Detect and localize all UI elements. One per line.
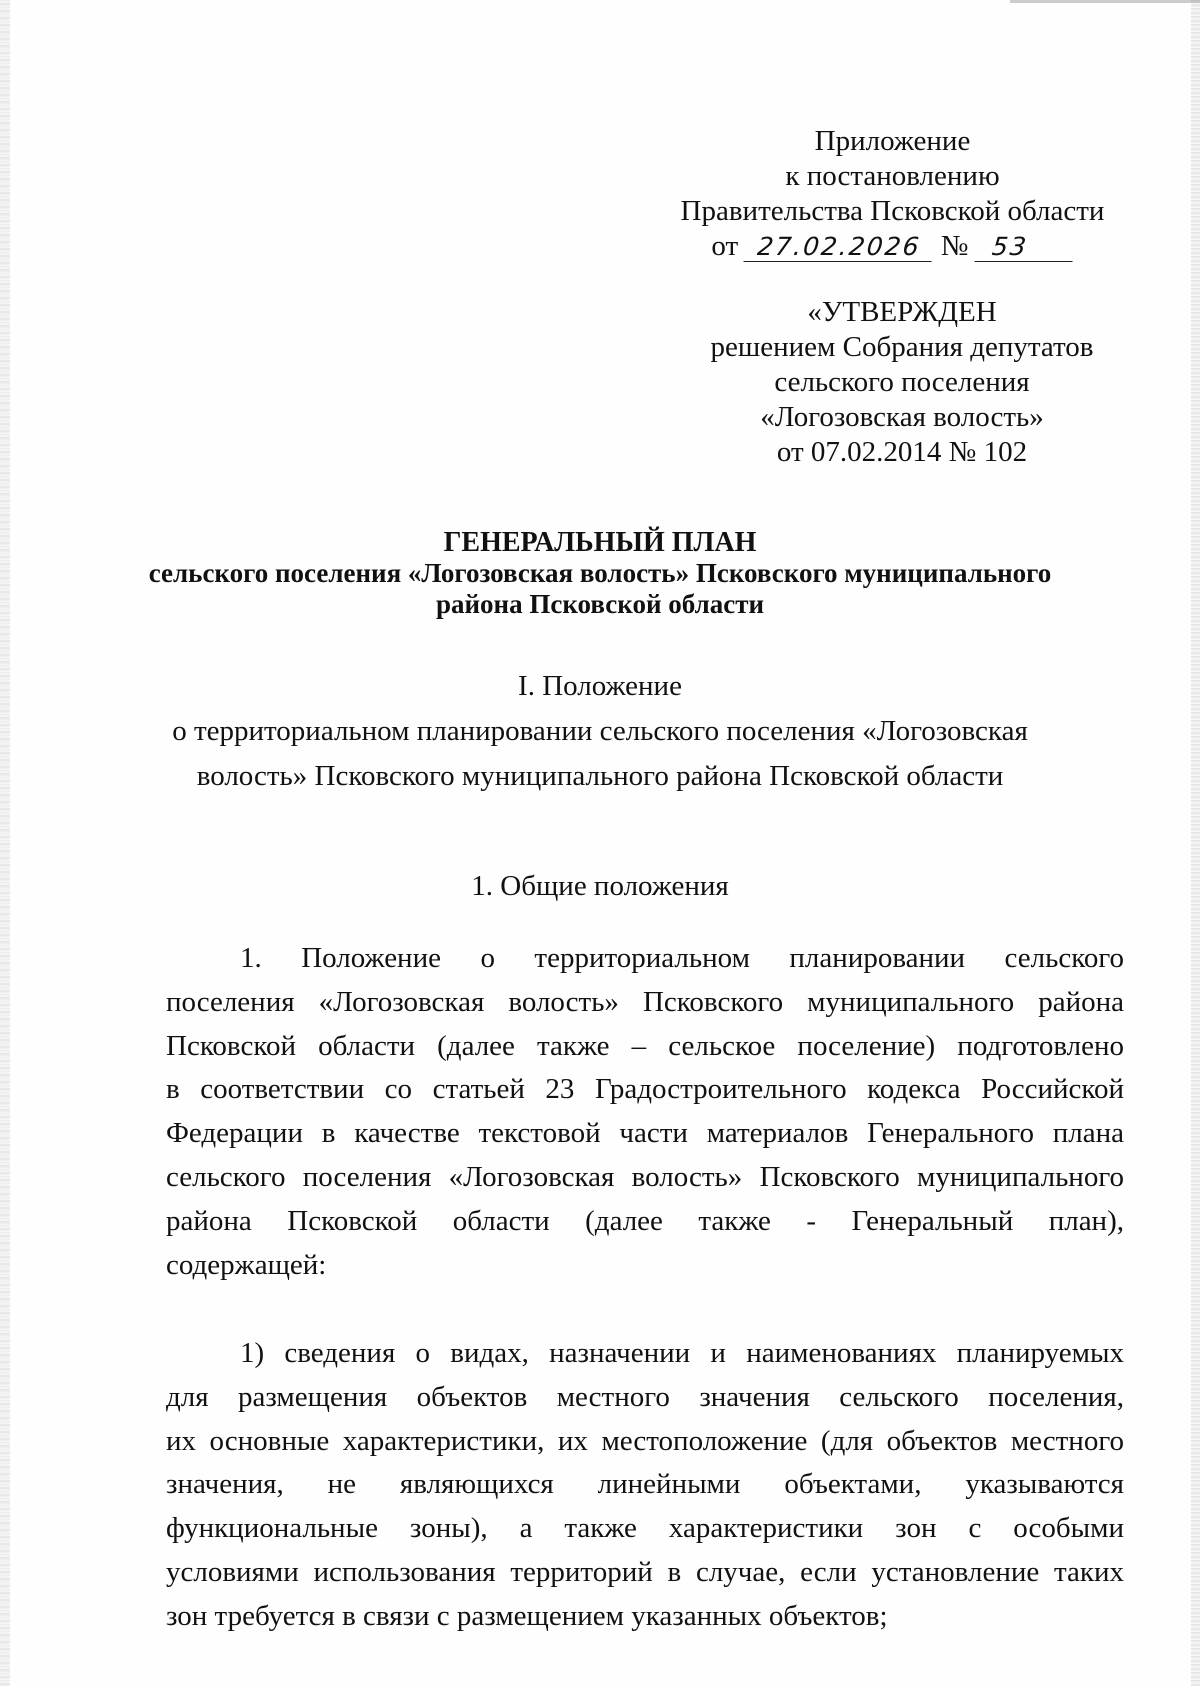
number-label: № <box>940 230 969 262</box>
paragraph-line: 1. Положение о территориальном планировании сельского <box>240 942 1124 974</box>
section-heading <box>100 664 1100 799</box>
paragraph-line: для размещения объектов местного значения сельского поселения, <box>166 1380 1124 1413</box>
title-subtitle-line: района Псковской области <box>435 589 765 619</box>
paragraph-line: 1) сведения о видах, назначении и наименованиях планируемых <box>240 1337 1124 1369</box>
paragraph-line: сельского поселения «Логозовская волость» Псковского муниципального <box>166 1160 1124 1193</box>
paragraph-line: значения, не являющихся линейными объектами, указываются <box>166 1468 1124 1501</box>
paragraph-2 <box>166 1332 1124 1639</box>
paragraph-line: поселения «Логозовская волость» Псковского муниципального района <box>166 985 1124 1018</box>
section-description-line: волость» Псковского муниципального района Псковской области <box>196 760 1004 792</box>
paragraph-line: зон требуется в связи с размещением указанных объектов; <box>166 1599 888 1632</box>
subsection-title: 1. Общие положения <box>471 870 729 902</box>
date-prefix: от <box>711 230 739 262</box>
title-subtitle-line: сельского поселения «Логозовская волость» Псковского муниципального <box>148 558 1052 588</box>
scan-edge-top <box>1010 0 1200 3</box>
paragraph-line: их основные характеристики, их местоположение (для объектов местного <box>166 1424 1124 1457</box>
appendix-header <box>650 124 1135 264</box>
approved-line: от 07.02.2014 № 102 <box>776 436 1028 468</box>
scan-edge-left <box>0 0 10 1686</box>
approved-line: сельского поселения <box>774 366 1030 398</box>
appendix-line: к постановлению <box>785 160 1000 192</box>
title-main: ГЕНЕРАЛЬНЫЙ ПЛАН <box>443 527 757 558</box>
section-title: I. Положение <box>518 670 682 702</box>
approved-block <box>682 295 1122 470</box>
paragraph-1 <box>166 937 1124 1287</box>
approved-line: решением Собрания депутатов <box>710 331 1094 363</box>
subsection-heading <box>100 864 1100 909</box>
paragraph-line: Федерации в качестве текстовой части материалов Генерального плана <box>166 1117 1124 1150</box>
paragraph-line: содержащей: <box>166 1248 327 1281</box>
approved-line: «Логозовская волость» <box>760 401 1044 433</box>
document-title <box>100 527 1100 620</box>
handwritten-date: 27.02.2026 <box>744 233 935 262</box>
appendix-line: Приложение <box>814 125 971 157</box>
section-description-line: о территориальном планировании сельского поселения «Логозовская <box>172 715 1028 747</box>
paragraph-line: в соответствии со статьей 23 Градостроительного кодекса Российской <box>166 1073 1124 1106</box>
scan-edge-right <box>1191 0 1200 1686</box>
paragraph-line: условиями использования территорий в случае, если установление таких <box>166 1555 1124 1588</box>
appendix-date-line <box>650 229 1135 264</box>
handwritten-number: 53 <box>974 233 1075 262</box>
appendix-line: Правительства Псковской области <box>680 195 1105 227</box>
paragraph-line: Псковской области (далее также – сельское поселение) подготовлено <box>166 1029 1124 1062</box>
paragraph-line: функциональные зоны), а также характеристики зон с особыми <box>166 1512 1124 1545</box>
paragraph-line: района Псковской области (далее также - Генеральный план), <box>166 1204 1124 1237</box>
approved-line: «УТВЕРЖДЕН <box>807 296 997 328</box>
